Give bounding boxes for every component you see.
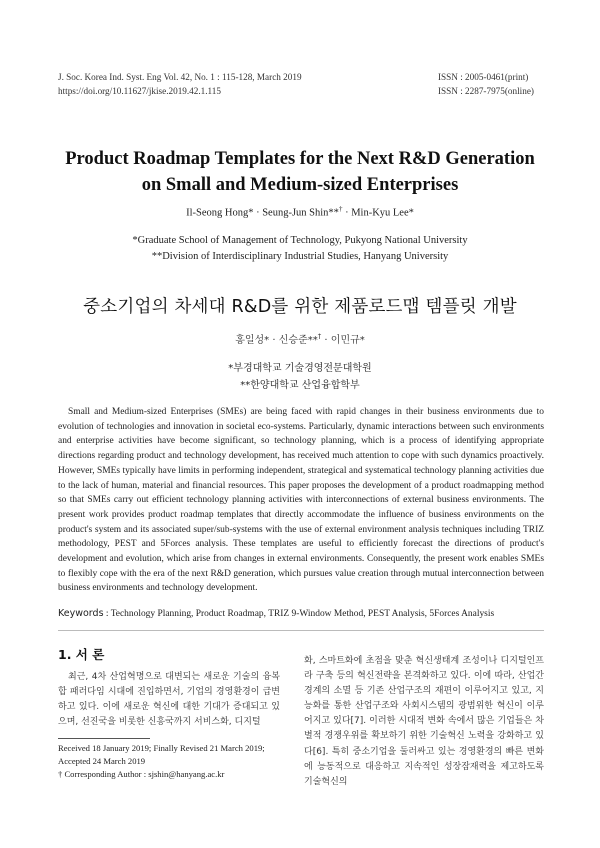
affiliation-2-ko: **한양대학교 산업융합학부 xyxy=(240,380,360,391)
author-3-ko: 이민규* xyxy=(330,335,365,346)
affiliation-1: *Graduate School of Management of Technology, Pukyong National University xyxy=(132,235,468,246)
keywords-text: : Technology Planning, Product Roadmap, TRIZ 9-Window Method, PEST Analysis, 5Forces Analysis xyxy=(103,609,495,619)
issn-block xyxy=(438,71,534,98)
body-column-left xyxy=(58,670,280,730)
doi-link[interactable]: https://doi.org/10.11627/jkise.2019.42.1.115 xyxy=(58,85,221,96)
keywords xyxy=(58,608,544,619)
journal-header xyxy=(58,71,302,98)
author-separator: · xyxy=(256,207,260,219)
author-1: Il-Seong Hong* xyxy=(186,207,254,219)
author-3: Min-Kyu Lee* xyxy=(351,207,414,219)
paper-title xyxy=(40,146,560,198)
corresponding-dagger: † xyxy=(317,332,322,341)
footnote xyxy=(58,742,288,782)
affiliation-2: **Division of Interdisciplinary Industrial Studies, Hanyang University xyxy=(151,250,449,262)
corresponding-dagger: † xyxy=(338,205,343,213)
affiliations-ko xyxy=(0,360,600,394)
corresponding-author: † Corresponding Author : sjshin@hanyang.ac.kr xyxy=(58,769,225,780)
section-divider xyxy=(58,630,544,631)
affiliation-1-ko: *부경대학교 기술경영전문대학원 xyxy=(228,363,372,374)
body-paragraph: 화, 스마트화에 초점을 맞춘 혁신생태계 조성이나 디지털인프라 구축 등의 혁신전략을 본격화하고 있다. 이에 따라, 산업간 경계의 소멸 등 기존 산업구조의 재편이 이루어지고 있고, 지능화를 통한 산업구조와 사회시스템의 광범위한 혁신이 이루어지고 있다[7]. 이러한 시대적 변화 속에서 많은 기업들은 차별적 경쟁우위를 확보하기 위한 기술혁신 노력을 강화하고 있다[6]. 특히 중소기업을 둘러싸고 있는 경영환경의 빠른 변화에 능동적으로 대응하고 지속적인 성장잠재력을 제고하도록 기술혁신의 xyxy=(304,656,544,787)
abstract xyxy=(58,405,544,596)
issn-print: ISSN : 2005-0461(print) xyxy=(438,72,529,82)
title-line-2: on Small and Medium-sized Enterprises xyxy=(141,175,459,195)
author-separator: · xyxy=(272,335,276,346)
author-list-en xyxy=(0,205,600,219)
author-1-ko: 홍일성* xyxy=(235,335,270,346)
abstract-text: Small and Medium-sized Enterprises (SMEs) are being faced with rapid changes in their business environments due to evolution of technologies and innovation in societal eco-systems. Particularly, dynamic interactions between such environments and enterprise activities have become significant, so technology planning, which is a process of identifying appropriate directions regarding product and technology development, has received much attention to cope with such dynamics proactively. However, SMEs typically have limits in performing independent, strategical and systematical technology planning activities due to the lack of human, material and financial resources. This paper proposes the development of a product roadmapping method so that SMEs carry out efficient technology planning activities with interconnections of external business environments. The present work provides product roadmap templates that directly accommodate the influence of business environments on the product's system and its associated super/sub-systems with the use of external environment analysis techniques including TRIZ methodology, PEST and 5Forces analysis. These templates are useful to efficiently forecast the directions of product's development and evolution, which arise from changes in external environments. Consequently, the present work enables SMEs to flexibly cope with the era of the next R&D generation, which pursues value creation through mutual interconnection between business environments and technology development. xyxy=(58,407,544,594)
journal-citation: J. Soc. Korea Ind. Syst. Eng Vol. 42, No. 1 : 115-128, March 2019 xyxy=(58,72,302,82)
korean-title: 중소기업의 차세대 R&D를 위한 제품로드맵 템플릿 개발 xyxy=(83,297,517,317)
author-2-ko: 신승준** xyxy=(278,335,318,346)
title-line-1: Product Roadmap Templates for the Next R&D Generation xyxy=(65,149,535,169)
author-separator: · xyxy=(324,335,328,346)
section-heading: 1. 서 론 xyxy=(58,647,105,662)
affiliations-en xyxy=(0,233,600,264)
author-separator: · xyxy=(345,207,349,219)
issn-online: ISSN : 2287-7975(online) xyxy=(438,85,534,96)
footnote-divider xyxy=(58,738,150,739)
keywords-label: Keywords xyxy=(58,608,104,619)
author-list-ko xyxy=(0,331,600,346)
received-dates: Received 18 January 2019; Finally Revised 21 March 2019; Accepted 24 March 2019 xyxy=(58,743,265,767)
body-column-right xyxy=(304,654,544,790)
body-paragraph: 최근, 4차 산업혁명으로 대변되는 새로운 기술의 융복합 패러다임 시대에 진입하면서, 기업의 경영환경이 급변하고 있다. 이에 새로운 혁신에 대한 기대가 증대되고 있으며, 선진국을 비롯한 신흥국까지 서비스화, 디지털 xyxy=(58,672,280,728)
author-2: Seung-Jun Shin** xyxy=(262,207,339,219)
